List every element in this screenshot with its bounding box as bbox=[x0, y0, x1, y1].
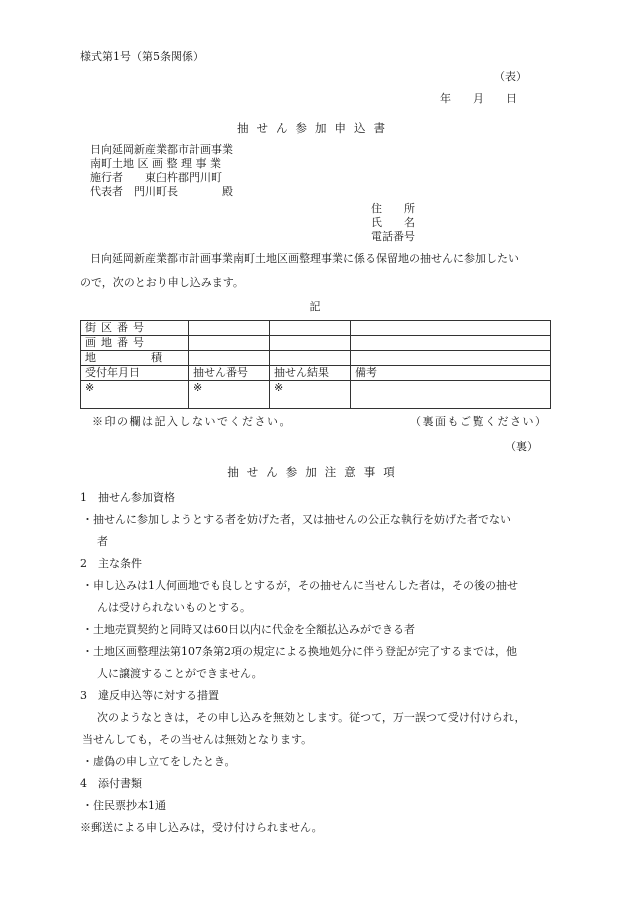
section-2-line-1: ・申し込みは1人何画地でも良しとするが，その抽せんに当せんした者は，その後の抽せ bbox=[82, 579, 518, 592]
receipt-date-cell: ※ bbox=[81, 381, 189, 409]
date-line: 年 月 日 bbox=[440, 92, 517, 105]
front-label: （表） bbox=[494, 70, 527, 83]
block-number-label: 街区番号 bbox=[81, 321, 189, 336]
section-3-title: 3 違反申込等に対する措置 bbox=[80, 689, 219, 702]
section-4-title: 4 添付書類 bbox=[80, 777, 142, 790]
table-row bbox=[81, 381, 551, 409]
body-text-line-1: 日向延岡新産業都市計画事業南町土地区画整理事業に係る保留地の抽せんに参加したい bbox=[90, 252, 519, 265]
section-4-line-1: ・住民票抄本1通 bbox=[82, 799, 166, 812]
footer-note: ※郵送による申し込みは，受け付けられません。 bbox=[80, 821, 323, 834]
addressee-line-2: 南町土地 区 画 整 理 事 業 bbox=[90, 157, 221, 170]
block-number-cell-1[interactable] bbox=[189, 321, 270, 336]
applicant-name-label: 氏 名 bbox=[371, 216, 415, 229]
section-3-line-3: ・虚偽の申し立てをしたとき。 bbox=[82, 755, 236, 768]
lot-number-label: 画地番号 bbox=[81, 336, 189, 351]
area-cell-3[interactable] bbox=[351, 351, 551, 366]
back-title: 抽せん参加注意事項 bbox=[227, 465, 403, 479]
section-3-line-1: 次のようなときは，その申し込みを無効とします。従つて，万一誤つて受け付けられ， bbox=[97, 711, 526, 724]
receipt-date-header: 受付年月日 bbox=[81, 366, 189, 381]
remarks-header: 備考 bbox=[351, 366, 551, 381]
see-back-note: （裏面もご覧ください） bbox=[410, 415, 548, 428]
lottery-result-cell: ※ bbox=[270, 381, 351, 409]
table-row bbox=[81, 336, 551, 351]
table-row bbox=[81, 351, 551, 366]
section-1-line-2: 者 bbox=[97, 535, 108, 548]
form-number: 様式第1号（第5条関係） bbox=[80, 50, 204, 63]
section-1-line-1: ・抽せんに参加しようとする者を妨げた者，又は抽せんの公正な執行を妨げた者でない bbox=[82, 513, 511, 526]
remarks-cell bbox=[351, 381, 551, 409]
table-row bbox=[81, 366, 551, 381]
area-cell-1[interactable] bbox=[189, 351, 270, 366]
addressee-line-1: 日向延岡新産業都市計画事業 bbox=[90, 143, 233, 156]
applicant-address-label: 住 所 bbox=[371, 202, 415, 215]
lot-number-cell-2[interactable] bbox=[270, 336, 351, 351]
applicant-phone-label: 電話番号 bbox=[371, 230, 415, 243]
lot-number-cell-1[interactable] bbox=[189, 336, 270, 351]
front-title: 抽せん参加申込書 bbox=[237, 121, 393, 135]
section-3-line-2: 当せんしても，その当せんは無効となります。 bbox=[82, 733, 313, 746]
section-2-line-2: んは受けられないものとする。 bbox=[97, 601, 251, 614]
block-number-cell-3[interactable] bbox=[351, 321, 551, 336]
area-label bbox=[81, 351, 189, 366]
section-2-line-4: ・土地区画整理法第107条第2項の規定による換地処分に伴う登記が完了するまでは，他 bbox=[82, 645, 517, 658]
ki-label: 記 bbox=[309, 300, 321, 313]
area-cell-2[interactable] bbox=[270, 351, 351, 366]
body-text-line-2: ので，次のとおり申し込みます。 bbox=[80, 276, 244, 289]
lottery-number-header: 抽せん番号 bbox=[189, 366, 270, 381]
lot-number-cell-3[interactable] bbox=[351, 336, 551, 351]
section-1-title: 1 抽せん参加資格 bbox=[80, 491, 175, 504]
section-2-line-3: ・土地売買契約と同時又は60日以内に代金を全額払込みができる者 bbox=[82, 623, 415, 636]
table-row bbox=[81, 321, 551, 336]
addressee-line-4: 代表者 門川町長 殿 bbox=[90, 185, 233, 198]
addressee-line-3: 施行者 東臼杵郡門川町 bbox=[90, 171, 222, 184]
back-label: （裏） bbox=[505, 440, 538, 453]
lottery-result-header: 抽せん結果 bbox=[270, 366, 351, 381]
block-number-cell-2[interactable] bbox=[270, 321, 351, 336]
area-label-text: 地 積 bbox=[85, 351, 184, 364]
note-below-table: ※印の欄は記入しないでください。 bbox=[92, 415, 292, 428]
section-2-line-5: 人に譲渡することができません。 bbox=[97, 667, 263, 680]
application-table bbox=[80, 320, 551, 409]
section-2-title: 2 主な条件 bbox=[80, 557, 142, 570]
lottery-number-cell: ※ bbox=[189, 381, 270, 409]
